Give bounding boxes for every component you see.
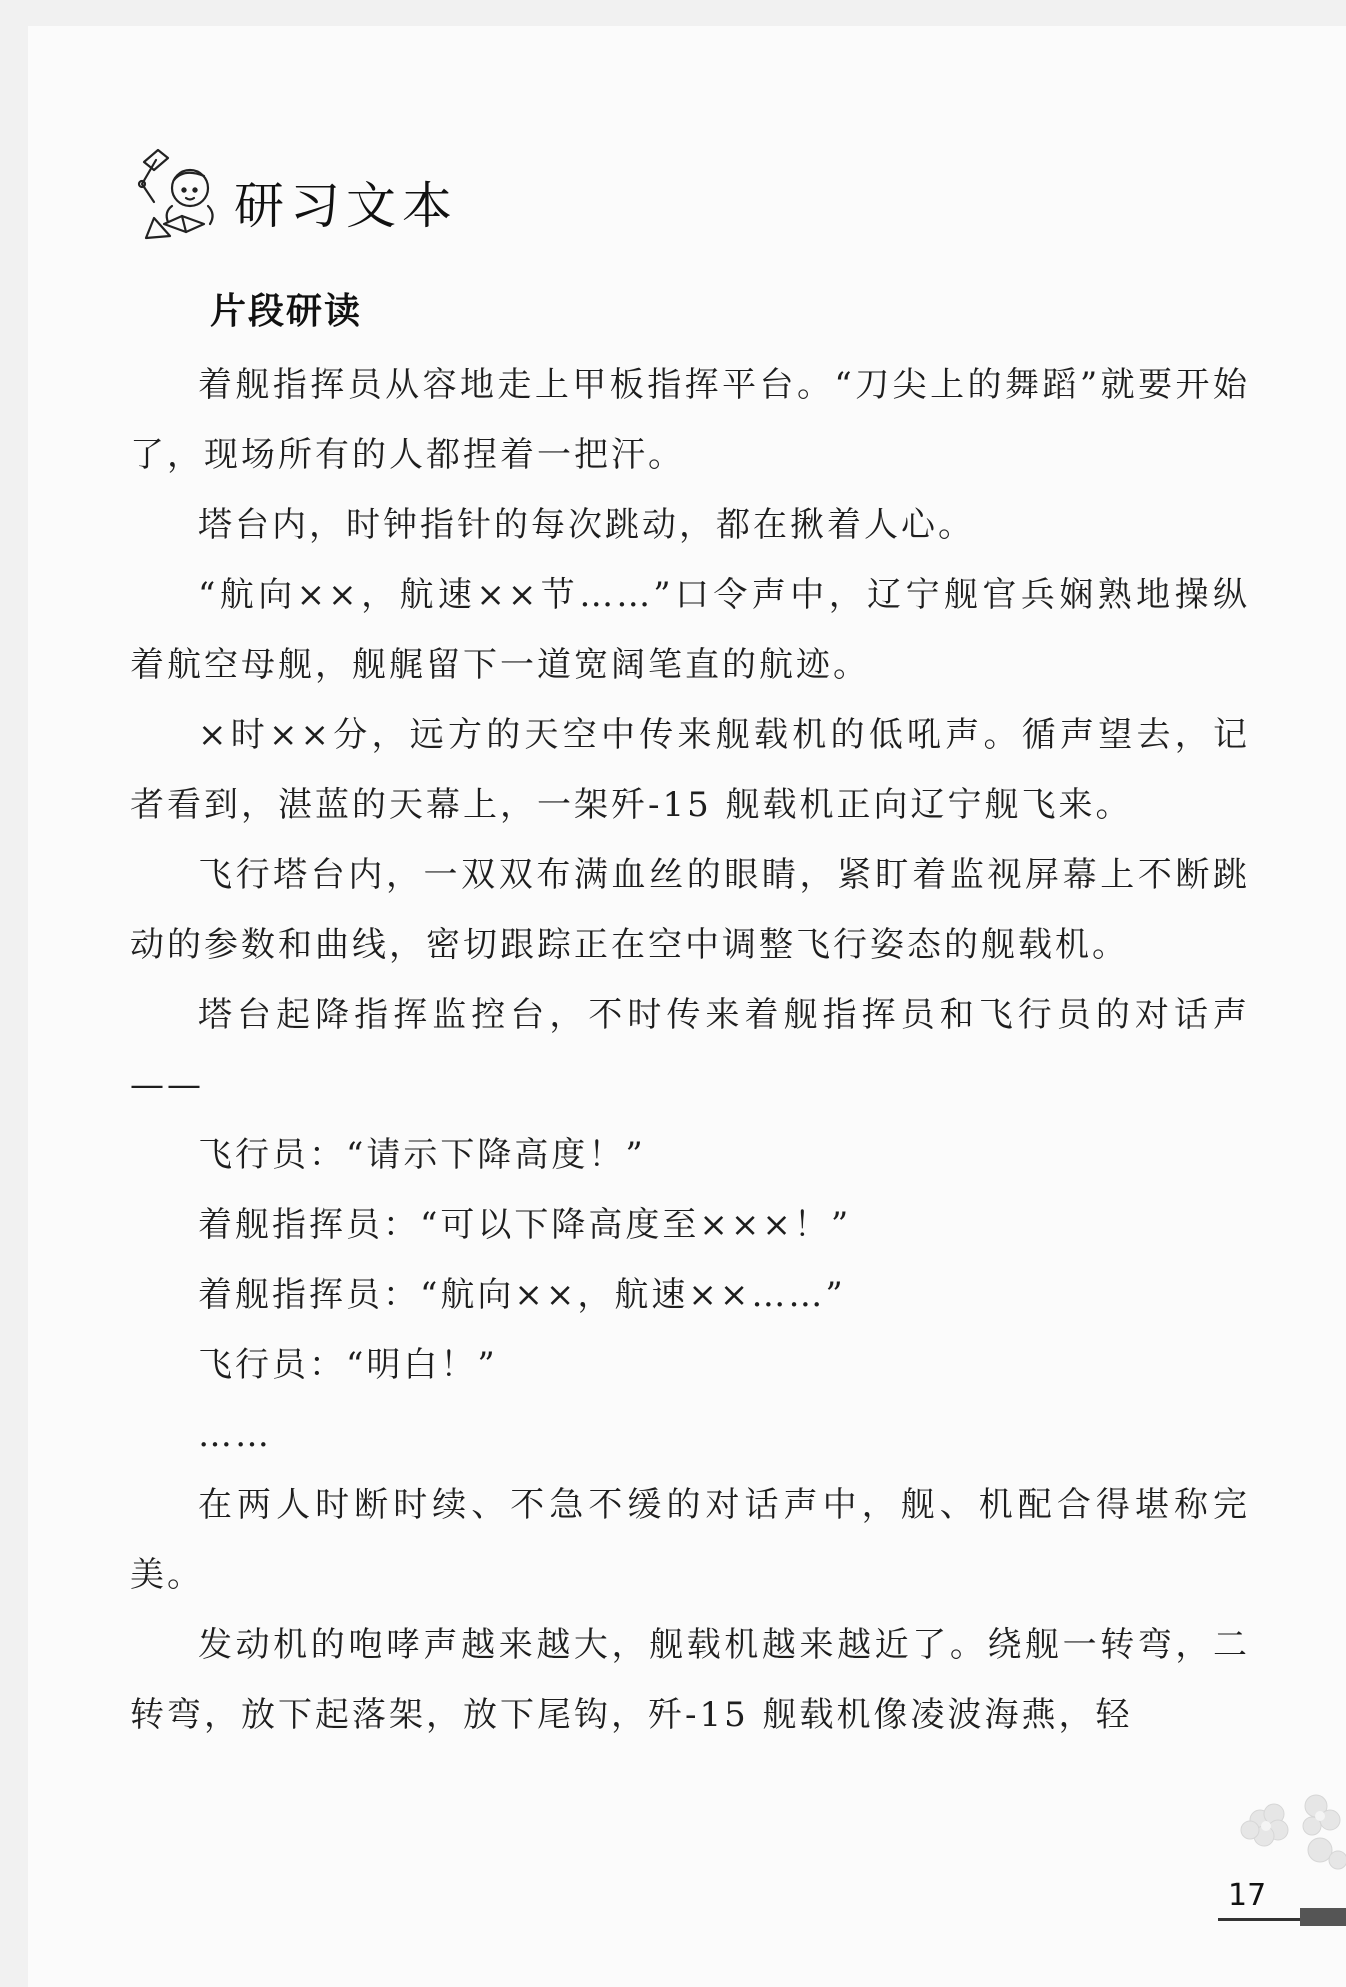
paragraph: 发动机的咆哮声越来越大，舰载机越来越近了。绕舰一转弯，二转弯，放下起落架，放下尾钩，歼-15 舰载机像凌波海燕，轻 [130,1625,1250,1735]
paragraph: 在两人时断时续、不急不缓的对话声中，舰、机配合得堪称完美。 [130,1485,1250,1595]
page-number: 17 [1228,1878,1267,1913]
paragraph: 飞行塔台内，一双双布满血丝的眼睛，紧盯着监视屏幕上不断跳动的参数和曲线，密切跟踪正在空中调整飞行姿态的舰载机。 [130,855,1250,965]
paragraph: 塔台起降指挥监控台，不时传来着舰指挥员和飞行员的对话声—— [130,995,1250,1105]
section-header [124,140,724,250]
paragraph: “航向××，航速××节……”口令声中，辽宁舰官兵娴熟地操纵着航空母舰，舰艉留下一道宽阔笔直的航迹。 [130,575,1250,685]
dialogue-line: 飞行员：“请示下降高度！” [198,1135,646,1175]
paragraph: 着舰指挥员从容地走上甲板指挥平台。“刀尖上的舞蹈”就要开始了，现场所有的人都捏着一把汗。 [130,365,1250,475]
reading-text [130,350,1250,1750]
student-reading-at-lamp-icon [124,140,234,250]
page-edge-tab [1300,1908,1346,1926]
page-section-heading: 研习文本 [234,177,458,235]
subsection-title: 片段研读 [210,291,363,332]
ellipsis-line: …… [198,1415,272,1455]
dialogue-line: 着舰指挥员：“可以下降高度至×××！” [198,1205,852,1245]
dialogue-line: 飞行员：“明白！” [198,1345,498,1385]
flower-decoration-icon [1220,1780,1346,1890]
paragraph: ×时××分，远方的天空中传来舰载机的低吼声。循声望去，记者看到，湛蓝的天幕上，一架歼-15 舰载机正向辽宁舰飞来。 [130,715,1250,825]
paragraph: 塔台内，时钟指针的每次跳动，都在揪着人心。 [198,505,975,545]
dialogue-line: 着舰指挥员：“航向××，航速××……” [198,1275,846,1315]
